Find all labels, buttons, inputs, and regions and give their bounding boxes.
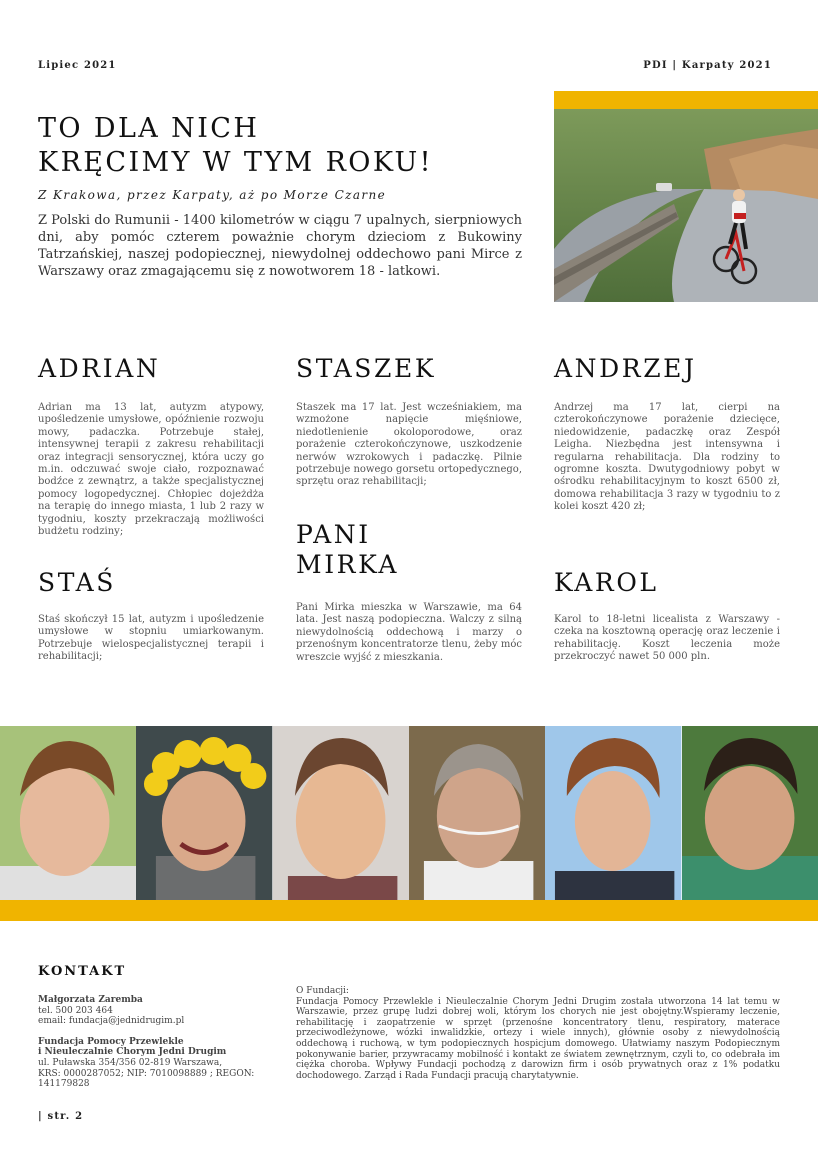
subtitle: Z Krakowa, przez Karpaty, aż po Morze Czarne xyxy=(38,188,387,202)
strip-accent-bar xyxy=(0,900,818,921)
portrait-stas xyxy=(273,726,409,900)
portrait-mirka xyxy=(409,726,545,900)
name-mirka xyxy=(296,520,399,580)
title-line-2: KRĘCIMY W TYM ROKU! xyxy=(38,147,433,178)
contact-heading: KONTAKT xyxy=(38,964,127,979)
foundation-text: Fundacja Pomocy Przewlekle i Nieuleczalnie Chorym Jedni Drugim została utworzona 14 lat temu w Warszawie, przez grupę ludzi dobrej woli, którym los chorych nie jest obojętny.Wspieramy leczenie, rehabilitację i zaopatrzenie w sprzęt (przenośne koncentratory tlenu, respiratory, materace przeciwodleżynowe, wózki inwalidzkie, ortezy i wiele innych), głównie osoby z niewydolnością oddechową i ruchową, w tym podopiecznych hospicjum domowego. Ułatwiamy naszym Podopiecznym pokonywanie barier, przywracamy mobilność i kontakt ze światem zewnętrznym, czyli to, co odebrała im ciężka choroba. Wpływy Fundacji pochodzą z darowizn firm i osób prywatnych oraz z 1% podatku dochodowego. Zarząd i Rada Fundacji pracują charytatywnie. xyxy=(296,996,780,1081)
portrait-karol xyxy=(545,726,681,900)
intro-paragraph: Z Polski do Rumunii - 1400 kilometrów w ciągu 7 upalnych, sierpniowych dni, aby pomóc czterem poważnie chorym dzieciom z Bukowiny Tatrzańskiej, naszej podopiecznej, niewydolnej oddechowo pani Mirce z Warszawy oraz zmagającemu się z nowotworem 18 - latkowi. xyxy=(38,213,522,279)
title-line-1: TO DLA NICH xyxy=(38,113,260,144)
org-name-line-2: i Nieuleczalnie Chorym Jedni Drugim xyxy=(38,1047,227,1058)
desc-stas: Staś skończył 15 lat, autyzm i upośledzenie umysłowe w stopniu umiarkowanym. Potrzebuje wielospecjalistycznej terapii i rehabilitacji; xyxy=(38,614,264,663)
desc-mirka: Pani Mirka mieszka w Warszawie, ma 64 lata. Jest naszą podopieczna. Walczy z silną niewydolnością oddechową i marzy o przenośnym koncentratorze tlenu, żeby móc wreszcie wyjść z mieszkania. xyxy=(296,602,522,663)
name-adrian: ADRIAN xyxy=(38,354,161,383)
org-address: ul. Puławska 354/356 02-819 Warszawa, xyxy=(38,1057,223,1068)
contact-email[interactable]: email: fundacja@jednidrugim.pl xyxy=(38,1016,185,1027)
foundation-block xyxy=(296,986,780,1081)
desc-karol: Karol to 18-letni licealista z Warszawy - czeka na kosztowną operację oraz leczenie i rehabilitację. Koszt leczenia może przekroczyć nawet 50 000 pln. xyxy=(554,614,780,663)
portrait-staszek xyxy=(136,726,272,900)
org-name-line-1: Fundacja Pomocy Przewlekle xyxy=(38,1036,184,1047)
hero-accent-bar xyxy=(554,91,818,109)
desc-adrian: Adrian ma 13 lat, autyzm atypowy, upośledzenie umysłowe, opóźnienie rozwoju mowy, padaczka. Potrzebuje stałej, intensywnej terapii z zakresu rehabilitacji oraz integracji sensorycznej, która uczy go m.in. odczuwać swoje ciało, rozpoznawać bodźce z zewnątrz, a także specjalistycznej pomocy logopedycznej. Chłopiec dojeżdża na terapię do innego miasta, 1 lub 2 razy w tygodniu, koszty przekraczają możliwości budżetu rodziny; xyxy=(38,402,264,538)
portrait-adrian xyxy=(0,726,136,900)
name-andrzej: ANDRZEJ xyxy=(554,354,697,383)
name-staszek: STASZEK xyxy=(296,354,437,383)
cyclist-photo xyxy=(554,109,818,302)
contact-block xyxy=(38,995,308,1090)
name-mirka-line-2: MIRKA xyxy=(296,550,400,579)
org-registry: KRS: 0000287052; NIP: 7010098889 ; REGON: 141179828 xyxy=(38,1068,255,1090)
portrait-strip xyxy=(0,726,818,900)
page-title xyxy=(38,112,433,180)
name-stas: STAŚ xyxy=(38,568,117,597)
portrait-andrzej xyxy=(682,726,818,900)
foundation-heading: O Fundacji: xyxy=(296,986,349,996)
page-number: | str. 2 xyxy=(38,1111,84,1122)
contact-person: Małgorzata Zaremba xyxy=(38,995,143,1005)
name-mirka-line-1: PANI xyxy=(296,520,371,549)
desc-andrzej: Andrzej ma 17 lat, cierpi na czterokończynowe porażenie dziecięce, niedowidzenie, padaczkę oraz Zespół Leigha. Niezbędna jest intensywna i regularna rehabilitacja. Dla rodziny to ogromne koszta. Dwutygodniowy pobyt w ośrodku rehabilitacyjnym to koszt 6500 zł, domowa rehabilitacja 3 razy w tygodniu to z kolei koszt 420 zł; xyxy=(554,402,780,513)
name-karol: KAROL xyxy=(554,568,659,597)
header-issue: PDI | Karpaty 2021 xyxy=(643,60,772,71)
contact-phone: tel. 500 203 464 xyxy=(38,1005,113,1016)
desc-staszek: Staszek ma 17 lat. Jest wcześniakiem, ma wzmożone napięcie mięśniowe, niedotlenienie okoloporodowe, oraz porażenie czterokończynowe, uszkodzenie nerwów wzrokowych i padaczkę. Pilnie potrzebuje nowego gorsetu ortopedycznego, sprzętu oraz rehabilitacji; xyxy=(296,402,522,488)
header-date: Lipiec 2021 xyxy=(38,60,117,71)
